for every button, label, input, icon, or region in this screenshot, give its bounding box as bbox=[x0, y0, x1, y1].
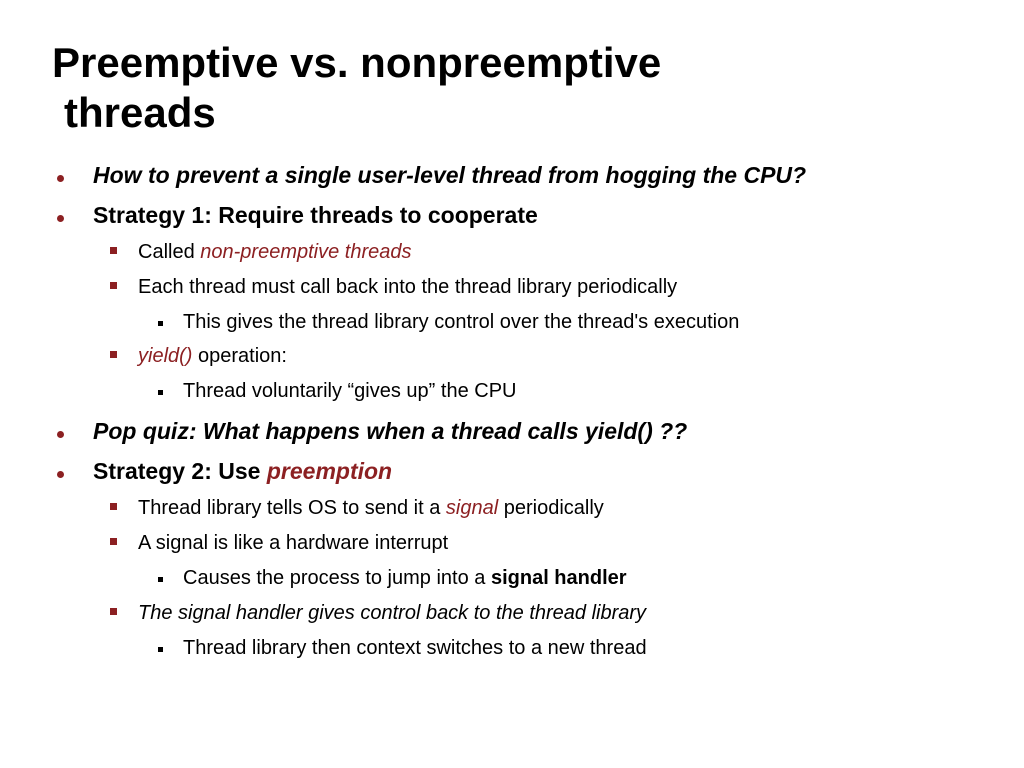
text: Causes the process to jump into a bbox=[183, 567, 491, 589]
bullet-square-icon bbox=[110, 608, 117, 615]
bullet-hardware-interrupt: A signal is like a hardware interrupt bbox=[138, 532, 449, 554]
title-line-2: threads bbox=[64, 89, 216, 136]
bullet-hogging-question: How to prevent a single user-level thread from hogging the CPU? bbox=[93, 162, 807, 188]
bullet-small-square-icon bbox=[158, 577, 163, 582]
bullet-dot-icon bbox=[57, 471, 64, 478]
bullet-square-icon bbox=[110, 503, 117, 510]
bullet-square-icon bbox=[110, 247, 117, 254]
term-non-preemptive-threads: non-preemptive threads bbox=[200, 241, 412, 263]
bullet-handler-gives-control: The signal handler gives control back to the thread library bbox=[138, 602, 647, 624]
text: Called bbox=[138, 241, 201, 263]
bullet-signal-handler bbox=[183, 567, 627, 590]
bullet-small-square-icon bbox=[158, 390, 163, 395]
bullet-strategy-2 bbox=[93, 458, 392, 485]
bullet-context-switch: Thread library then context switches to a new thread bbox=[183, 637, 647, 659]
term-signal-handler: signal handler bbox=[490, 567, 627, 589]
text: Thread library tells OS to send it a bbox=[138, 497, 446, 519]
text: operation: bbox=[192, 345, 287, 367]
bullet-strategy-1: Strategy 1: Require threads to cooperate bbox=[93, 202, 538, 228]
slide-title bbox=[52, 38, 952, 138]
bullet-dot-icon bbox=[57, 431, 64, 438]
bullet-yield-operation bbox=[138, 345, 287, 368]
bullet-square-icon bbox=[110, 538, 117, 545]
bullet-square-icon bbox=[110, 351, 117, 358]
bullet-square-icon bbox=[110, 282, 117, 289]
bullet-dot-icon bbox=[57, 175, 64, 182]
term-preemption: preemption bbox=[266, 458, 393, 484]
term-yield: yield() bbox=[138, 345, 193, 367]
bullet-control-execution: This gives the thread library control over the thread's execution bbox=[183, 311, 740, 333]
bullet-small-square-icon bbox=[158, 647, 163, 652]
bullet-dot-icon bbox=[57, 215, 64, 222]
bullet-pop-quiz: Pop quiz: What happens when a thread calls yield() ?? bbox=[93, 418, 688, 444]
bullet-send-signal bbox=[138, 497, 604, 520]
bullet-gives-up-cpu: Thread voluntarily “gives up” the CPU bbox=[183, 380, 517, 402]
text: Strategy 2: Use bbox=[93, 458, 267, 484]
bullet-small-square-icon bbox=[158, 321, 163, 326]
bullet-called-nonpreemptive bbox=[138, 241, 412, 264]
title-line-1: Preemptive vs. nonpreemptive bbox=[52, 39, 662, 86]
bullet-call-back: Each thread must call back into the thread library periodically bbox=[138, 276, 678, 298]
term-signal: signal bbox=[445, 497, 499, 519]
text: periodically bbox=[498, 497, 604, 519]
